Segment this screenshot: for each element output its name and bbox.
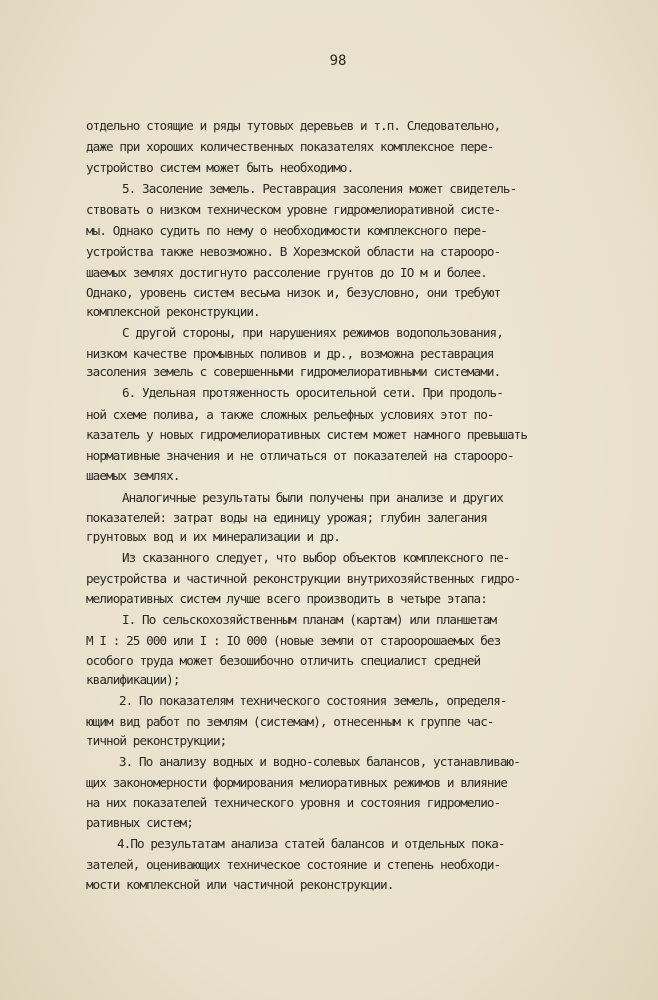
text-line: даже при хороших количественных показателях комплексное пере- bbox=[86, 139, 494, 154]
text-line: щих закономерности формирования мелиоративных режимов и влияние bbox=[86, 775, 507, 790]
text-line: отдельно стоящие и ряды тутовых деревьев и т.п. Следовательно, bbox=[86, 118, 501, 133]
text-line: зателей, оценивающих техническое состояние и степень необходи- bbox=[86, 857, 501, 872]
text-line: шаемых землях достигнуто рассоление грунтов до IO м и более. bbox=[86, 265, 487, 280]
text-line: 5. Засоление земель. Реставрация засоления может свидетель- bbox=[122, 181, 517, 196]
text-line: 3. По анализу водных и водно-солевых балансов, устанавливаю- bbox=[119, 754, 520, 769]
text-line: засоления земель с совершенными гидромелиоративными системами. bbox=[86, 364, 501, 379]
page-number: 98 bbox=[329, 53, 347, 69]
text-line: комплексной реконструкции. bbox=[86, 304, 260, 319]
text-line: устройство систем может быть необходимо. bbox=[86, 160, 354, 175]
text-line: Однако, уровень систем весьма низок и, безусловно, они требуют bbox=[86, 285, 501, 300]
text-line: мости комплексной или частичной реконструкции. bbox=[86, 877, 394, 892]
text-line: мы. Однако судить по нему о необходимости комплексного пере- bbox=[86, 223, 487, 238]
text-line: грунтовых вод и их минерализации и др. bbox=[86, 529, 340, 544]
text-line: С другой стороны, при нарушениях режимов водопользования, bbox=[122, 325, 503, 340]
text-line: 6. Удельная протяженность оросительной сети. При продоль- bbox=[122, 385, 503, 400]
text-line: особого труда может безошибочно отличить специалист средней bbox=[86, 653, 481, 668]
text-line: реустройства и частичной реконструкции внутрихозяйственных гидро- bbox=[86, 571, 521, 586]
text-line: мелиоративных систем лучше всего производить в четыре этапа: bbox=[86, 591, 487, 606]
text-line: Аналогичные результаты были получены при анализе и других bbox=[122, 490, 503, 505]
text-line: шаемых землях. bbox=[86, 468, 180, 483]
text-line: ной схеме полива, а также сложных рельефных условиях этот по- bbox=[86, 407, 494, 422]
text-line: ющим вид работ по землям (системам), отнесенным к группе час- bbox=[86, 714, 494, 729]
text-line: устройства также невозможно. В Хорезмской области на старооро- bbox=[86, 244, 501, 259]
text-line: 2. По показателям технического состояния земель, определя- bbox=[119, 693, 507, 708]
text-line: тичной реконструкции; bbox=[86, 733, 227, 748]
text-line: на них показателей технического уровня и состояния гидромелио- bbox=[86, 795, 501, 810]
text-line: ствовать о низком техническом уровне гидромелиоративной систе- bbox=[86, 202, 501, 217]
text-line: 4.По результатам анализа статей балансов и отдельных пока- bbox=[117, 836, 505, 851]
text-line: казатель у новых гидромелиоративных систем может намного превышать bbox=[86, 427, 528, 442]
text-line: низком качестве промывных поливов и др., возможна реставрация bbox=[86, 346, 494, 361]
text-line: М I : 25 000 или I : IO 000 (новые земли от староорошаемых без bbox=[86, 633, 501, 648]
text-line: I. По сельскохозяйственным планам (картам) или планшетам bbox=[122, 612, 497, 627]
text-line: нормативные значения и не отличаться от показателей на старооро- bbox=[86, 448, 514, 463]
text-line: квалификации); bbox=[86, 672, 180, 687]
text-line: ративных систем; bbox=[86, 815, 193, 830]
text-line: Из сказанного следует, что выбор объектов комплексного пе- bbox=[122, 550, 510, 565]
text-line: показателей: затрат воды на единицу урожая; глубин залегания bbox=[86, 510, 487, 525]
